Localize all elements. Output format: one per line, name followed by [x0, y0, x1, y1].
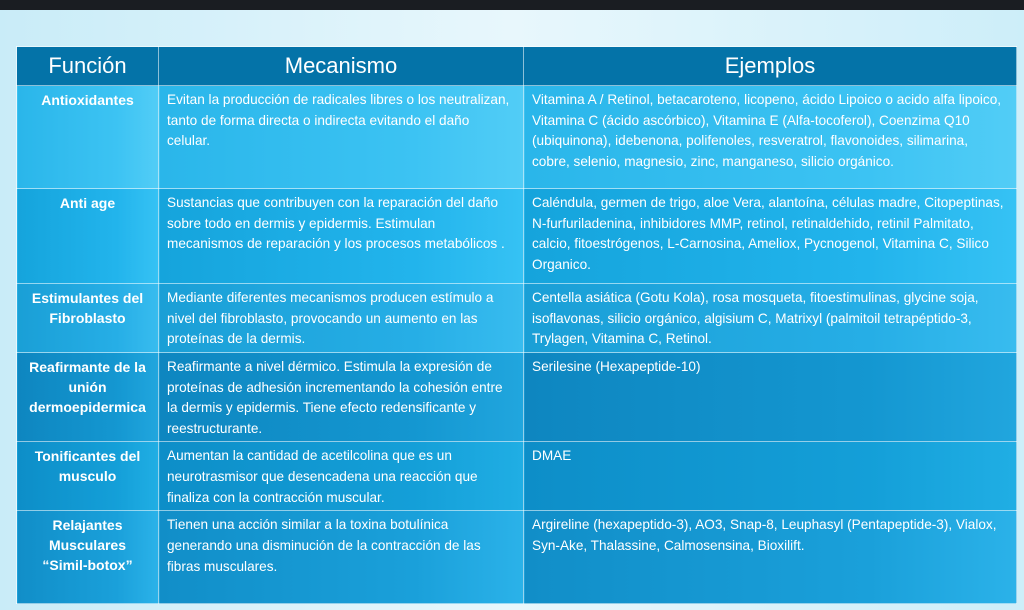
table-row: [17, 189, 1017, 284]
table-row: [17, 353, 1017, 442]
cell-mecanismo: Sustancias que contribuyen con la reparación del daño sobre todo en dermis y epidermis. Estimulan mecanismos de reparación y los procesos metabólicos .: [159, 189, 524, 284]
cell-funcion: Relajantes Musculares “Simil-botox”: [17, 511, 159, 604]
header-funcion: Función: [17, 47, 159, 86]
cell-ejemplos: Argireline (hexapeptido-3), AO3, Snap-8, Leuphasyl (Pentapeptide-3), Vialox, Syn-Ake, Thalassine, Calmosensina, Bioxilift.: [524, 511, 1017, 604]
header-mecanismo: Mecanismo: [159, 47, 524, 86]
table-header-row: [17, 47, 1017, 86]
ingredients-table: [16, 46, 1017, 604]
cell-ejemplos: Centella asiática (Gotu Kola), rosa mosqueta, fitoestimulinas, glycine soja, isoflavonas, silicio orgánico, algisium C, Matrixyl (palmitoil tetrapéptido-3, Trylagen, Vitamina C, Retinol.: [524, 284, 1017, 353]
cell-mecanismo: Mediante diferentes mecanismos producen estímulo a nivel del fibroblasto, provocando un aumento en las proteínas de la dermis.: [159, 284, 524, 353]
slide: [0, 10, 1024, 610]
cell-mecanismo: Evitan la producción de radicales libres o los neutralizan, tanto de forma directa o indirecta evitando el daño celular.: [159, 86, 524, 189]
cell-mecanismo: Tienen una acción similar a la toxina botulínica generando una disminución de la contracción de las fibras musculares.: [159, 511, 524, 604]
table-row: [17, 86, 1017, 189]
header-ejemplos: Ejemplos: [524, 47, 1017, 86]
cell-funcion: Reafirmante de la unión dermoepidermica: [17, 353, 159, 442]
cell-mecanismo: Aumentan la cantidad de acetilcolina que es un neurotrasmisor que desencadena una reacción que finaliza con la contracción muscular.: [159, 442, 524, 511]
cell-ejemplos: Caléndula, germen de trigo, aloe Vera, alantoína, células madre, Citopeptinas, N-furfuriladenina, inhibidores MMP, retinol, retinaldehido, retinil Palmitato, calcio, fitoestrógenos, L-Carnosina, Ameliox, Pycnogenol, Vitamina C, Silico Organico.: [524, 189, 1017, 284]
table-row: [17, 511, 1017, 604]
cell-funcion: Estimulantes del Fibroblasto: [17, 284, 159, 353]
cell-ejemplos: Serilesine (Hexapeptide-10): [524, 353, 1017, 442]
cell-funcion: Antioxidantes: [17, 86, 159, 189]
table-row: [17, 442, 1017, 511]
table-row: [17, 284, 1017, 353]
cell-ejemplos: DMAE: [524, 442, 1017, 511]
cell-funcion: Tonificantes del musculo: [17, 442, 159, 511]
cell-mecanismo: Reafirmante a nivel dérmico. Estimula la expresión de proteínas de adhesión incrementando la cohesión entre la dermis y epidermis. Tiene efecto redensificante y reestructurante.: [159, 353, 524, 442]
cell-funcion: Anti age: [17, 189, 159, 284]
cell-ejemplos: Vitamina A / Retinol, betacaroteno, licopeno, ácido Lipoico o acido alfa lipoico, Vitamina C (ácido ascórbico), Vitamina E (Alfa-tocoferol), Coenzima Q10 (ubiquinona), idebenona, polifenoles, resveratrol, flavonoides, silimarina, cobre, selenio, magnesio, zinc, manganeso, silicio orgánico.: [524, 86, 1017, 189]
